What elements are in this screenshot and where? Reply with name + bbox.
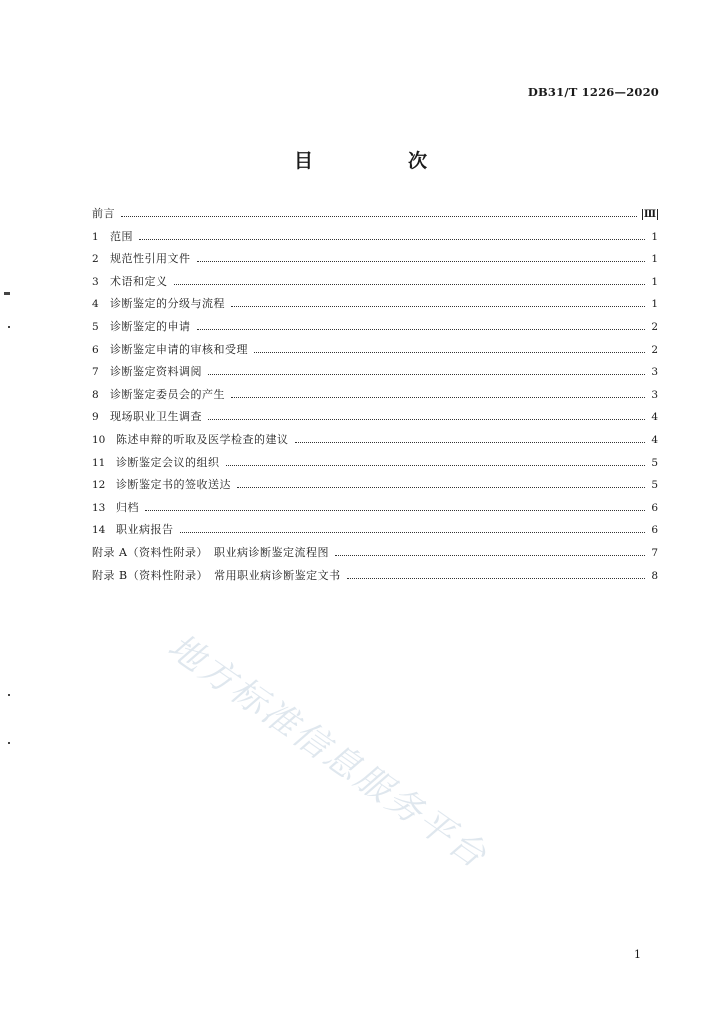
- toc-entry[interactable]: [92, 341, 658, 364]
- toc-dot-leader: [347, 577, 645, 579]
- toc-entry-page: 5: [651, 456, 658, 469]
- toc-entry-label: 诊断鉴定委员会的产生: [110, 387, 225, 401]
- toc-entry-page: 7: [651, 546, 658, 559]
- toc-entry-page: 1: [651, 275, 658, 288]
- toc-entry-number: 4: [92, 298, 99, 311]
- table-of-contents: [92, 205, 658, 589]
- toc-entry-page: 2: [651, 320, 658, 333]
- toc-dot-leader: [139, 238, 645, 240]
- toc-entry[interactable]: [92, 273, 658, 296]
- toc-dot-leader: [174, 283, 646, 285]
- toc-dot-leader: [254, 351, 645, 353]
- document-code: DB31/T 1226—2020: [527, 85, 659, 99]
- toc-entry-number: 1: [92, 230, 99, 243]
- toc-entry-page: 6: [651, 524, 658, 537]
- toc-entry-number: 13: [92, 501, 106, 514]
- toc-dot-leader: [231, 396, 645, 398]
- toc-entry[interactable]: [92, 318, 658, 341]
- toc-dot-leader: [197, 260, 646, 262]
- toc-dot-leader: [237, 486, 645, 488]
- toc-entry-label: 附录 B（资料性附录） 常用职业病诊断鉴定文书: [92, 568, 341, 582]
- toc-entry[interactable]: [92, 250, 658, 273]
- toc-entry-number: 7: [92, 366, 99, 379]
- toc-entry[interactable]: [92, 205, 658, 228]
- toc-entry-label: 诊断鉴定的分级与流程: [110, 297, 225, 311]
- toc-entry-page: 1: [651, 298, 658, 311]
- toc-entry[interactable]: [92, 567, 658, 590]
- toc-entry-number: 5: [92, 320, 99, 333]
- toc-entry[interactable]: [92, 454, 658, 477]
- scan-artifact: [8, 326, 10, 328]
- toc-entry-label: 范围: [110, 229, 133, 243]
- page-number: 1: [634, 948, 641, 961]
- toc-entry-label: 职业病报告: [116, 523, 174, 537]
- toc-entry-number: 6: [92, 343, 99, 356]
- toc-entry-label: 现场职业卫生调查: [110, 410, 202, 424]
- toc-entry-page: 4: [651, 411, 658, 424]
- toc-entry-number: 8: [92, 388, 99, 401]
- toc-entry-page: 6: [651, 501, 658, 514]
- toc-entry-page: 4: [651, 433, 658, 446]
- toc-entry-number: 2: [92, 253, 99, 266]
- toc-entry-label: 诊断鉴定申请的审核和受理: [110, 342, 248, 356]
- watermark: 地方标准信息服务平台: [160, 626, 495, 878]
- toc-entry-number: 9: [92, 411, 99, 424]
- toc-entry[interactable]: [92, 499, 658, 522]
- toc-entry-label: 诊断鉴定的申请: [110, 319, 191, 333]
- toc-entry-page: Ⅲ: [643, 209, 656, 220]
- toc-entry-page: 2: [651, 343, 658, 356]
- toc-entry-label: 诊断鉴定书的签收送达: [116, 478, 231, 492]
- toc-entry-label: 诊断鉴定资料调阅: [110, 365, 202, 379]
- toc-entry-label: 归档: [116, 500, 139, 514]
- toc-entry[interactable]: [92, 476, 658, 499]
- toc-entry-page: 3: [651, 388, 658, 401]
- toc-dot-leader: [145, 509, 645, 511]
- toc-title: 目 次: [293, 150, 465, 172]
- toc-entry[interactable]: [92, 295, 658, 318]
- toc-dot-leader: [180, 531, 646, 533]
- toc-entry-number: 12: [92, 479, 106, 492]
- toc-dot-leader: [121, 215, 637, 217]
- toc-entry-number: 10: [92, 433, 106, 446]
- toc-entry[interactable]: [92, 544, 658, 567]
- toc-entry[interactable]: [92, 386, 658, 409]
- toc-entry[interactable]: [92, 521, 658, 544]
- toc-entry-number: 11: [92, 456, 106, 469]
- toc-dot-leader: [208, 373, 645, 375]
- toc-dot-leader: [335, 554, 645, 556]
- toc-dot-leader: [231, 305, 645, 307]
- toc-entry-number: 14: [92, 524, 106, 537]
- toc-entry-label: 陈述申辩的听取及医学检查的建议: [116, 432, 289, 446]
- toc-dot-leader: [295, 441, 646, 443]
- scan-artifact: [8, 694, 10, 696]
- toc-entry-label: 附录 A（资料性附录） 职业病诊断鉴定流程图: [92, 545, 329, 559]
- toc-entry-number: 3: [92, 275, 99, 288]
- toc-entry[interactable]: [92, 431, 658, 454]
- toc-dot-leader: [226, 464, 646, 466]
- toc-entry[interactable]: [92, 408, 658, 431]
- toc-entry-page: 8: [651, 569, 658, 582]
- toc-dot-leader: [208, 418, 645, 420]
- toc-entry-page: 5: [651, 479, 658, 492]
- toc-entry-page: 1: [651, 230, 658, 243]
- toc-dot-leader: [197, 328, 646, 330]
- toc-entry-page: 1: [651, 253, 658, 266]
- toc-entry-label: 诊断鉴定会议的组织: [116, 455, 220, 469]
- toc-entry-page: 3: [651, 366, 658, 379]
- toc-entry-label: 前言: [92, 207, 115, 220]
- scan-artifact: [8, 742, 10, 744]
- toc-entry[interactable]: [92, 363, 658, 386]
- toc-entry-label: 规范性引用文件: [110, 252, 191, 266]
- toc-entry[interactable]: [92, 228, 658, 251]
- toc-entry-label: 术语和定义: [110, 274, 168, 288]
- scan-artifact: [4, 292, 10, 295]
